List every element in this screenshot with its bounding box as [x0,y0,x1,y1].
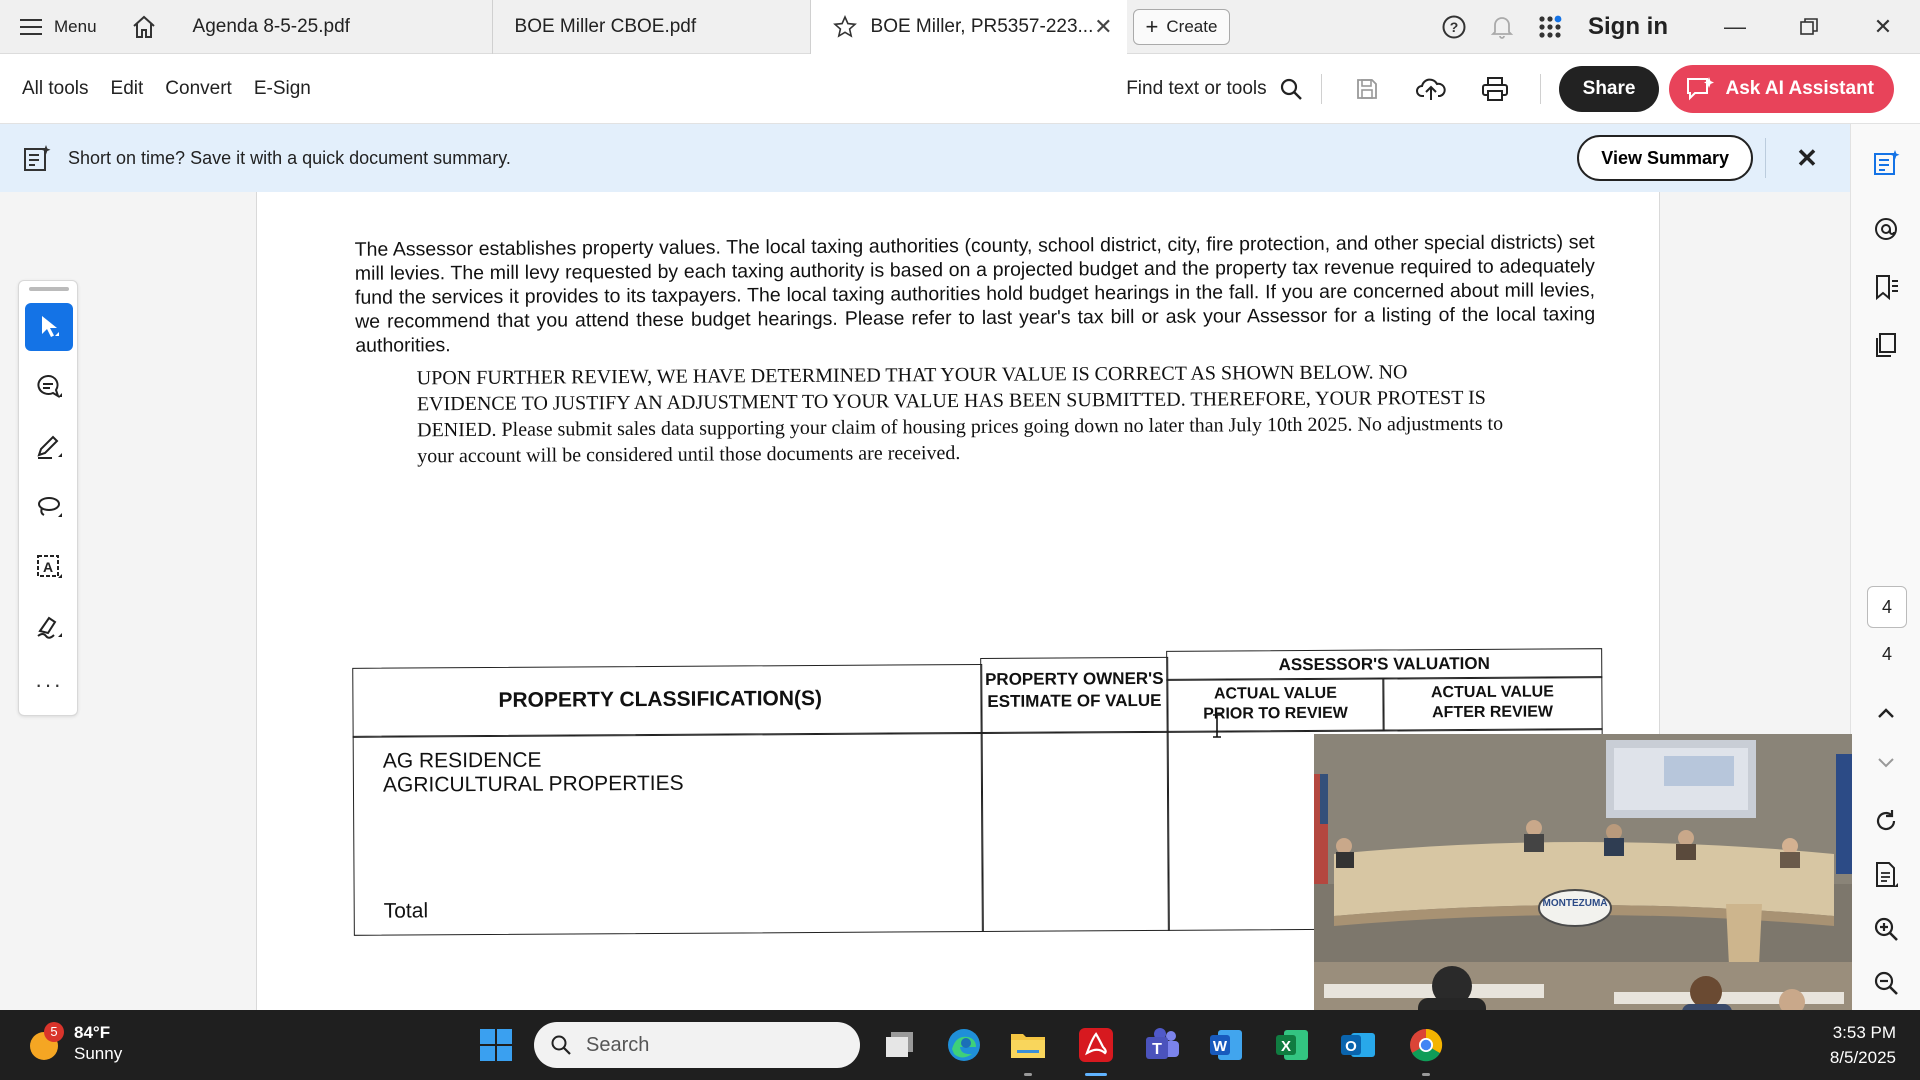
sign-in-link[interactable]: Sign in [1588,12,1668,40]
help-button[interactable] [1430,0,1478,54]
close-tab-icon[interactable]: ✕ [1094,13,1113,39]
weather-widget[interactable] [28,1022,122,1064]
meeting-room-scene [1314,734,1852,1036]
toolbar-divider [1540,74,1541,104]
svg-text:T: T [1152,1041,1162,1058]
lasso-icon [35,493,63,521]
panel-grip[interactable] [29,287,69,291]
current-page-input[interactable]: 4 [1867,586,1907,628]
outlook-icon [1339,1027,1377,1063]
banner-text: Short on time? Save it with a quick document summary. [68,147,511,168]
file-explorer-app[interactable] [1006,1023,1050,1067]
chrome-icon [1408,1027,1444,1063]
bookmarks-rail-button[interactable] [1863,264,1909,310]
comments-icon [1872,215,1900,243]
cloud-upload-icon [1416,76,1446,102]
tab-boe-cboe[interactable] [493,0,811,54]
acrobat-icon [1078,1027,1114,1063]
select-tool-button[interactable] [25,303,73,351]
tab-label: Agenda 8-5-25.pdf [192,15,350,37]
running-indicator [1422,1073,1430,1076]
zoom-out-button[interactable] [1863,960,1909,1006]
edge-app[interactable] [942,1023,986,1067]
ai-assistant-label: Ask AI Assistant [1725,77,1874,99]
assessor-paragraph: The Assessor establishes property values. The local taxing authorities (county, school district, city, fire protection, and other special districts) set mill levies. The mill levy requested by each taxing authority is based on a projected budget and the property tax revenue required to adequately fund the services it provides to its taxpayers. The local taxing authorities hold budget hearings in the fall. If you are concerned about mill levies, we recommend that you attend these budget hearings. Please refer to last year's tax bill or ask your Assessor for a listing of the local taxing authorities. [354,231,1596,357]
pen-icon [35,433,63,461]
meeting-video-overlay[interactable] [1314,734,1852,1036]
print-button[interactable] [1468,62,1522,116]
svg-text:?: ? [1449,18,1459,35]
create-label: Create [1166,16,1218,36]
more-icon: ··· [35,672,63,697]
tab-agenda[interactable] [171,0,493,54]
previous-page-button[interactable] [1863,690,1909,736]
sign-tool-button[interactable] [25,603,73,651]
draw-tool-button[interactable] [25,483,73,531]
clock-date: 8/5/2025 [1829,1048,1896,1067]
help-icon [1441,14,1467,40]
page-display-button[interactable] [1863,852,1909,898]
quick-tools-panel [18,280,78,716]
menu-button[interactable] [0,0,117,54]
notifications-button[interactable] [1478,0,1526,54]
menu-edit[interactable]: Edit [110,77,144,99]
windows-taskbar [0,1010,1920,1080]
col-header-prior-line1: ACTUAL VALUE [1213,684,1337,703]
row-classification-line2: AGRICULTURAL PROPERTIES [382,771,684,797]
table-body-owner-cell [981,731,1170,932]
more-tools-button[interactable] [25,661,73,709]
toolbar-divider [1321,74,1322,104]
next-page-button[interactable] [1863,740,1909,786]
ai-summary-icon [1872,149,1900,177]
weather-badge: 5 [44,1022,64,1042]
restore-icon [1799,17,1819,37]
excel-icon [1274,1027,1310,1063]
svg-text:A: A [42,559,54,575]
tab-label: BOE Miller CBOE.pdf [514,15,697,37]
taskbar-search-placeholder: Search [586,1033,650,1056]
apps-button[interactable] [1526,0,1574,54]
hamburger-icon [20,19,42,35]
bell-icon [1490,14,1514,40]
home-icon [131,14,157,40]
main-toolbar [0,54,1920,124]
svg-text:W: W [1212,1038,1228,1055]
ask-ai-assistant-button[interactable] [1669,65,1894,113]
active-indicator [1085,1073,1107,1076]
edge-browser-icon [946,1027,982,1063]
chevron-down-icon [1876,756,1896,770]
close-banner-icon[interactable]: ✕ [1796,142,1818,173]
text-recognition-tool-button[interactable] [25,543,73,591]
comment-tool-button[interactable] [25,363,73,411]
excel-app[interactable] [1270,1023,1314,1067]
close-icon: ✕ [1873,13,1893,39]
apps-grid-icon [1537,14,1563,40]
col-header-after-line1: ACTUAL VALUE [1430,683,1554,702]
windows-logo-icon [479,1028,513,1062]
weather-condition: Sunny [74,1044,123,1063]
teams-icon [1143,1027,1181,1063]
home-button[interactable] [117,0,171,54]
printer-icon [1481,76,1509,102]
clock-time: 3:53 PM [1832,1023,1896,1042]
chrome-app[interactable] [1404,1023,1448,1067]
right-rail [1850,124,1920,1010]
start-button[interactable] [474,1023,518,1067]
star-icon[interactable] [833,15,857,39]
ai-assistant-icon [1685,75,1715,103]
row-classification-line1: AG RESIDENCE [382,748,542,773]
teams-app[interactable] [1140,1023,1184,1067]
page-view-icon [1873,861,1899,889]
col-header-classification: PROPERTY CLASSIFICATION(S) [498,686,823,712]
find-label: Find text or tools [1126,77,1267,99]
zoom-out-icon [1873,970,1899,996]
plus-icon: + [1145,13,1159,39]
cursor-arrow-icon [37,314,61,340]
bookmark-icon [1872,273,1900,301]
svg-text:O: O [1345,1038,1357,1055]
review-determination-paragraph: UPON FURTHER REVIEW, WE HAVE DETERMINED THAT YOUR VALUE IS CORRECT AS SHOWN BELOW. NO EVIDENCE TO JUSTIFY AN ADJUSTMENT TO YOUR VALUE HAS BEEN SUBMITTED. THEREFORE, YOUR PROTEST IS DENIED. Please submit sales data supporting your claim of housing prices going down no later than July 10th 2025. No adjustments to your account will be considered until those documents are received. [416,361,1504,468]
close-window-button[interactable] [1846,0,1920,54]
col-header-prior-line2: PRIOR TO REVIEW [1203,704,1348,723]
upload-button[interactable] [1404,62,1458,116]
search-icon [550,1034,572,1056]
highlight-tool-button[interactable] [25,423,73,471]
pages-rail-button[interactable] [1863,322,1909,368]
taskbar-search-box[interactable] [534,1022,860,1068]
signature-pen-icon [35,613,63,641]
comment-icon [35,373,63,401]
ai-summary-rail-button[interactable] [1863,140,1909,186]
document-summary-icon [22,143,52,173]
menu-all-tools[interactable]: All tools [22,77,89,99]
save-button[interactable] [1340,62,1394,116]
rotate-button[interactable] [1863,798,1909,844]
zoom-in-button[interactable] [1863,906,1909,952]
minimize-icon: — [1724,13,1746,39]
tab-label: BOE Miller, PR5357-223... [870,15,1094,37]
view-summary-button[interactable]: View Summary [1577,135,1753,181]
acrobat-app[interactable] [1074,1023,1118,1067]
tab-boe-miller-active[interactable] [811,0,1127,54]
outlook-app[interactable] [1336,1023,1380,1067]
banner-divider [1765,138,1766,178]
search-icon [1279,77,1303,101]
text-cursor-icon [1211,714,1223,738]
svg-text:X: X [1280,1038,1292,1055]
save-icon [1355,77,1379,101]
create-button[interactable] [1133,9,1231,45]
col-header-assessor: ASSESSOR'S VALUATION [1278,653,1490,675]
text-select-icon [35,553,63,581]
pages-icon [1872,331,1900,359]
folder-icon [1009,1028,1047,1062]
col-header-owner-line2: ESTIMATE OF VALUE [987,690,1162,711]
task-view-button[interactable] [878,1023,922,1067]
task-view-icon [883,1030,917,1060]
summary-banner [0,124,1850,192]
menu-e-sign[interactable]: E-Sign [253,77,311,99]
rotate-icon [1873,808,1899,834]
col-header-owner-line1: PROPERTY OWNER'S [985,668,1164,689]
row-total-label: Total [383,899,429,923]
word-icon [1208,1027,1244,1063]
zoom-in-icon [1873,916,1899,942]
chevron-up-icon [1876,706,1896,720]
menu-label: Menu [54,16,97,36]
tab-bar [0,0,1920,54]
restore-button[interactable] [1772,0,1846,54]
seal-text: MONTEZUMA [1542,898,1608,909]
running-indicator [1024,1073,1032,1076]
weather-temperature: 84°F [74,1023,111,1042]
system-clock[interactable] [1830,1020,1896,1070]
find-text-or-tools[interactable] [1126,77,1302,101]
total-pages: 4 [1881,644,1892,664]
share-button[interactable]: Share [1559,66,1660,112]
comments-rail-button[interactable] [1863,206,1909,252]
col-header-after-line2: AFTER REVIEW [1432,703,1554,722]
menu-convert[interactable]: Convert [165,77,232,99]
word-app[interactable] [1204,1023,1248,1067]
minimize-button[interactable] [1698,0,1772,54]
weather-sun-icon [28,1026,62,1060]
